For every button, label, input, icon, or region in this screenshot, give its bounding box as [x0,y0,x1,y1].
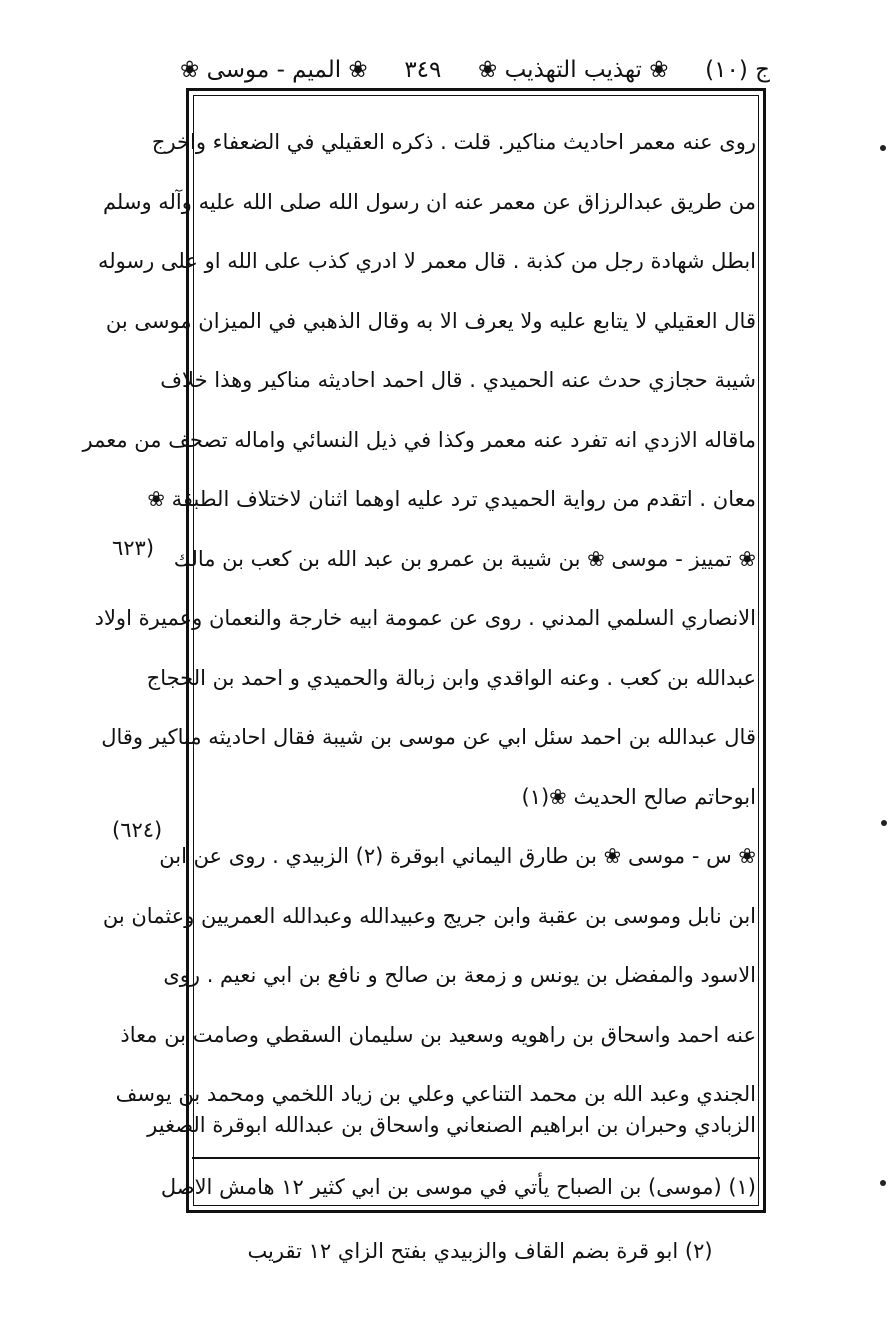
text-line: شيبة حجازي حدث عنه الحميدي . قال احمد احاديثه مناكير وهذا خلاف [160,368,756,392]
text-line: معان . اتقدم من رواية الحميدي ترد عليه اوهما اثنان لاختلاف الطبقة ❀ [147,487,756,511]
entry-number-623: (٦٢٣ [112,536,155,560]
text-line: قال العقيلي لا يتابع عليه ولا يعرف الا به وقال الذهبي في الميزان موسى بن [105,309,756,333]
text-line: ابوحاتم صالح الحديث ❀(١) [521,785,756,809]
text-line: الجندي وعبد الله بن محمد التناعي وعلي بن زياد اللخمي ومحمد بن يوسف [115,1082,756,1106]
page-header [180,50,770,90]
text-line: من طريق عبدالرزاق عن معمر عنه ان رسول الله صلى الله عليه وآله وسلم [102,190,756,214]
text-line: قال عبدالله بن احمد سئل ابي عن موسى بن شيبة فقال احاديثه مناكير وقال [101,725,756,749]
scan-speck [880,1180,886,1186]
scan-speck [881,820,887,826]
text-line: عبدالله بن كعب . وعنه الواقدي وابن زبالة والحميدي و احمد بن الحجاج [146,666,756,690]
entry-heading-624: ❀ س - موسى ❀ بن طارق اليماني ابوقرة (٢) الزبيدي . روى عن ابن [159,844,756,868]
scan-speck [880,145,886,151]
entry-number-624: (٦٢٤) [112,818,163,842]
text-line: روى عنه معمر احاديث مناكير. قلت . ذكره العقيلي في الضعفاء واخرج [151,130,756,154]
volume-label: ج (١٠) [705,57,770,83]
entry-heading-623: ❀ تمييز - موسى ❀ بن شيبة بن عمرو بن عبد الله بن كعب بن مالك [173,547,756,571]
page-number: ٣٤٩ [404,57,442,83]
text-line: الاسود والمفضل بن يونس و زمعة بن صالح و نافع بن ابي نعيم . روى [163,963,756,987]
footnote-2: (٢) ابو قرة بضم القاف والزبيدي بفتح الزاي ١٢ تقريب [247,1239,713,1263]
text-line: عنه احمد واسحاق بن راهويه وسعيد بن سليمان السقطي وصامت بن معاذ [120,1023,756,1047]
footnote-1: (١) (موسى) بن الصباح يأتي في موسى بن ابي كثير ١٢ هامش الاصل [160,1175,756,1199]
text-line: ماقاله الازدي انه تفرد عنه معمر وكذا في ذيل النسائي واماله تصحف من معمر [82,428,756,452]
book-title: ❀ تهذيب التهذيب ❀ [478,57,669,83]
text-line: ابن نابل وموسى بن عقبة وابن جريج وعبيدالله وعبدالله العمريين وعثمان بن [102,904,756,928]
text-line: الانصاري السلمي المدني . روى عن عمومة ابيه خارجة والنعمان وعميرة اولاد [94,606,756,630]
section-title: ❀ الميم - موسى ❀ [180,57,368,83]
text-line: ابطل شهادة رجل من كذبة . قال معمر لا ادري كذب على الله او على رسوله [98,249,756,273]
footnote-separator [192,1157,760,1159]
text-line: الزبادي وحبران بن ابراهيم الصنعاني واسحاق بن عبدالله ابوقرة الصغير [147,1113,756,1137]
